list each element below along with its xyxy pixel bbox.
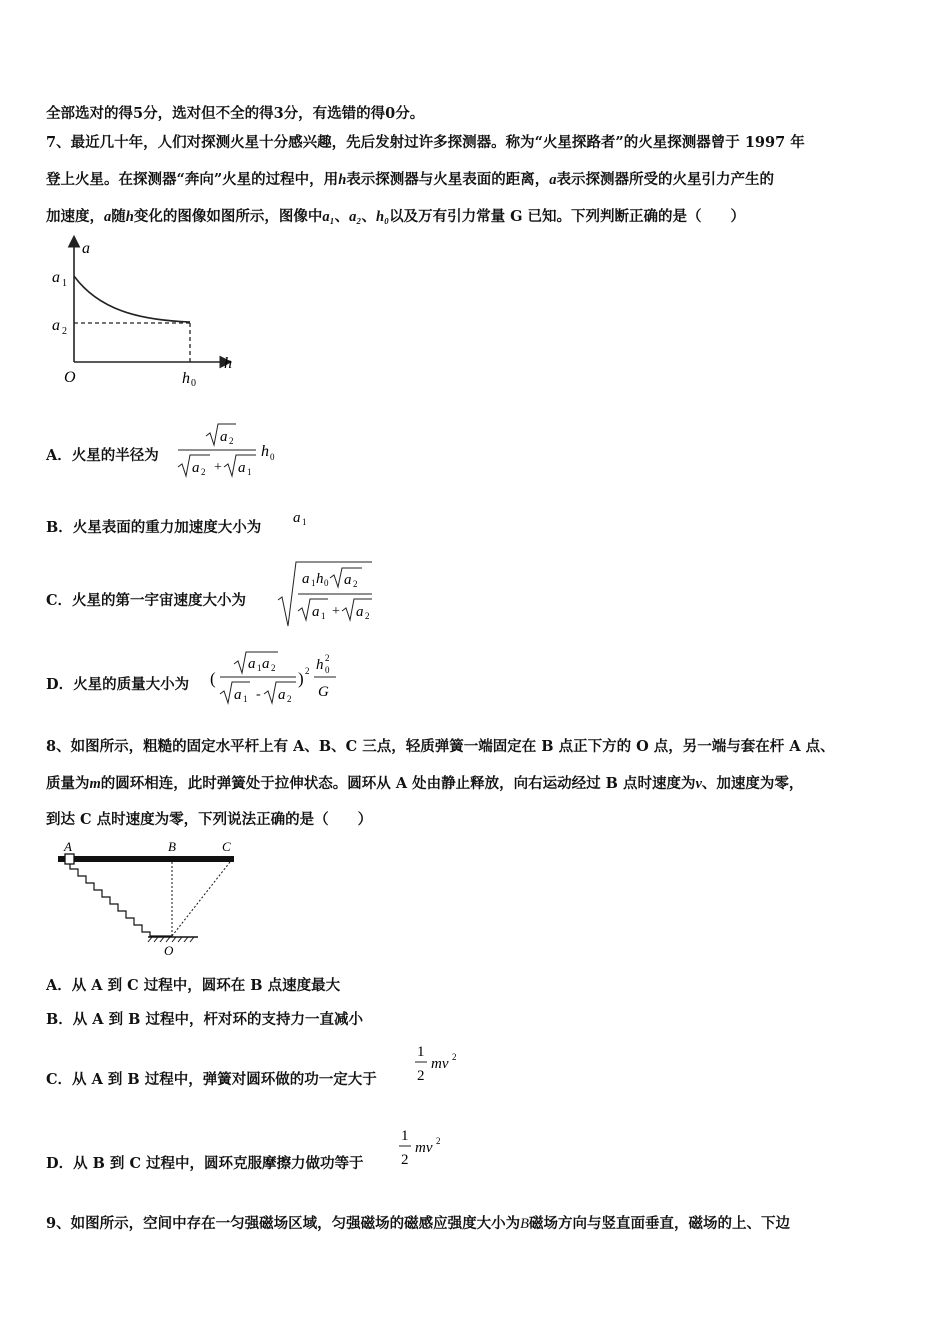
q7-option-b-formula xyxy=(291,508,317,530)
spring xyxy=(70,864,172,936)
svg-text:1: 1 xyxy=(417,1044,425,1060)
q7-text: 变化的图像如图所示，图像中 xyxy=(133,208,323,225)
svg-text:+: + xyxy=(214,460,222,475)
svg-text:): ) xyxy=(298,669,304,688)
a2-label-sub: 2 xyxy=(62,326,67,337)
q7-option-b: B．火星表面的重力加速度大小为 xyxy=(46,519,262,536)
svg-text:2: 2 xyxy=(401,1152,409,1168)
q8-option-c-formula xyxy=(414,1040,474,1088)
q7-line-1: 7、最近几十年，人们对探测火星十分感兴趣，先后发射过许多探测器。称为“火星探路者”的火星探测器曾于 1997 年 xyxy=(46,134,805,151)
svg-text:G: G xyxy=(318,684,329,700)
q7-text: 表示探测器所受的火星引力产生的 xyxy=(556,171,775,188)
svg-text:a: a xyxy=(192,460,200,476)
svg-text:1: 1 xyxy=(247,467,252,477)
a1-label: a xyxy=(52,269,60,286)
svg-text:h: h xyxy=(316,571,324,587)
svg-text:a: a xyxy=(238,460,246,476)
ring xyxy=(65,854,74,864)
var-h: h xyxy=(338,172,347,188)
q7-line-2 xyxy=(46,168,774,189)
svg-text:a: a xyxy=(220,429,228,445)
svg-text:h: h xyxy=(261,443,269,460)
q8-line-3: 到达 C 点时速度为零，下列说法正确的是（ ） xyxy=(46,811,373,828)
q8-line-1: 8、如图所示，粗糙的固定水平杆上有 A、B、C 三点，轻质弹簧一端固定在 B 点正下方的 O 点，另一端与套在杆 A 点、 xyxy=(46,738,835,755)
svg-text:2: 2 xyxy=(271,663,276,673)
svg-text:a: a xyxy=(344,572,352,588)
svg-text:2: 2 xyxy=(287,694,292,704)
svg-text:1: 1 xyxy=(401,1128,409,1144)
origin-label: O xyxy=(64,369,76,386)
label-a: A xyxy=(64,839,72,854)
q9-text: 磁场方向与竖直面垂直，磁场的上、下边 xyxy=(528,1215,790,1232)
q7-option-c-formula xyxy=(276,560,386,630)
svg-text:0: 0 xyxy=(324,578,329,588)
svg-text:a: a xyxy=(302,571,310,587)
q8-text: 的圆环相连，此时弹簧处于拉伸状态。圆环从 A 处由静止释放，向右运动经过 B 点时速度为 xyxy=(100,775,696,792)
var-m: m xyxy=(89,776,101,792)
svg-text:-: - xyxy=(256,687,261,702)
svg-text:2: 2 xyxy=(365,611,370,621)
q7-line-3 xyxy=(46,205,745,226)
q7-text: 加速度， xyxy=(46,208,104,225)
svg-text:2: 2 xyxy=(229,436,234,446)
var-a1: a₁ xyxy=(322,209,335,225)
svg-text:2: 2 xyxy=(436,1136,441,1146)
q7-text: 登上火星。在探测器“奔向”火星的过程中，用 xyxy=(46,171,339,188)
q7-graph xyxy=(44,228,244,393)
q7-text: 以及万有引力常量 G 已知。下列判断正确的是（ ） xyxy=(389,208,746,225)
q8-option-d: D．从 B 到 C 过程中，圆环克服摩擦力做功等于 xyxy=(46,1155,364,1172)
y-axis-label: a xyxy=(82,240,90,257)
svg-text:a: a xyxy=(356,604,364,620)
x-axis-label: h xyxy=(224,355,232,372)
svg-text:2: 2 xyxy=(325,653,330,663)
svg-text:2: 2 xyxy=(452,1052,457,1062)
q8-option-a: A．从 A 到 C 过程中，圆环在 B 点速度最大 xyxy=(46,977,341,994)
svg-text:mv: mv xyxy=(415,1140,433,1156)
q8-option-b: B．从 A 到 B 过程中，杆对环的支持力一直减小 xyxy=(46,1011,363,1028)
q7-option-d-formula xyxy=(208,644,348,708)
svg-text:+: + xyxy=(332,604,340,619)
q9-line-1 xyxy=(46,1212,790,1233)
svg-text:2: 2 xyxy=(201,467,206,477)
svg-text:(: ( xyxy=(210,669,216,688)
var-b: B xyxy=(520,1216,529,1232)
var-v: v xyxy=(695,776,702,792)
horizontal-rod xyxy=(58,856,234,862)
h0-label: h xyxy=(182,370,190,387)
h0-label-sub: 0 xyxy=(191,378,196,389)
var-a: a xyxy=(104,209,112,225)
q7-option-a: A．火星的半径为 xyxy=(46,447,159,464)
svg-text:1: 1 xyxy=(302,517,307,527)
var-a2: a₂ xyxy=(349,209,362,225)
intro-line: 全部选对的得5分，选对但不全的得3分，有选错的得0分。 xyxy=(46,105,425,122)
q7-text: 、 xyxy=(334,208,350,225)
q8-text: 质量为 xyxy=(46,775,90,792)
svg-text:a: a xyxy=(312,604,320,620)
a-h-curve xyxy=(74,276,190,322)
q8-figure xyxy=(52,836,252,960)
svg-text:1: 1 xyxy=(257,663,262,673)
label-b: B xyxy=(168,839,176,854)
q8-option-c: C．从 A 到 B 过程中，弹簧对圆环做的功一定大于 xyxy=(46,1071,377,1088)
svg-text:1: 1 xyxy=(311,578,316,588)
svg-text:2: 2 xyxy=(305,666,310,676)
svg-text:a: a xyxy=(262,656,270,672)
q8-text: 、加速度为零， xyxy=(701,775,804,792)
q7-option-a-formula xyxy=(176,420,286,484)
q8-option-d-formula xyxy=(398,1124,458,1172)
svg-text:h: h xyxy=(316,657,324,673)
a2-label: a xyxy=(52,317,60,334)
svg-text:a: a xyxy=(278,687,286,703)
svg-text:2: 2 xyxy=(353,579,358,589)
var-a: a xyxy=(549,172,557,188)
svg-text:1: 1 xyxy=(243,694,248,704)
svg-text:a: a xyxy=(248,656,256,672)
svg-text:1: 1 xyxy=(321,611,326,621)
q7-option-c: C．火星的第一宇宙速度大小为 xyxy=(46,592,247,609)
svg-text:2: 2 xyxy=(417,1068,425,1084)
q8-line-2 xyxy=(46,772,803,793)
svg-text:mv: mv xyxy=(431,1056,449,1072)
c-dotted-line xyxy=(172,862,230,936)
svg-text:a: a xyxy=(234,687,242,703)
var-h: h xyxy=(125,209,134,225)
label-c: C xyxy=(222,839,231,854)
q7-text: 、 xyxy=(361,208,376,225)
var-h0: h₀ xyxy=(375,209,390,225)
q7-option-d: D．火星的质量大小为 xyxy=(46,676,190,693)
svg-text:0: 0 xyxy=(325,665,330,675)
q9-text: 9、如图所示，空间中存在一匀强磁场区域，匀强磁场的磁感应强度大小为 xyxy=(46,1215,521,1232)
q7-text: 随 xyxy=(111,208,126,225)
svg-text:a: a xyxy=(293,510,301,526)
label-o: O xyxy=(164,943,174,958)
q7-text: 表示探测器与火星表面的距离， xyxy=(346,171,550,188)
svg-text:0: 0 xyxy=(270,452,275,462)
a1-label-sub: 1 xyxy=(62,278,67,289)
